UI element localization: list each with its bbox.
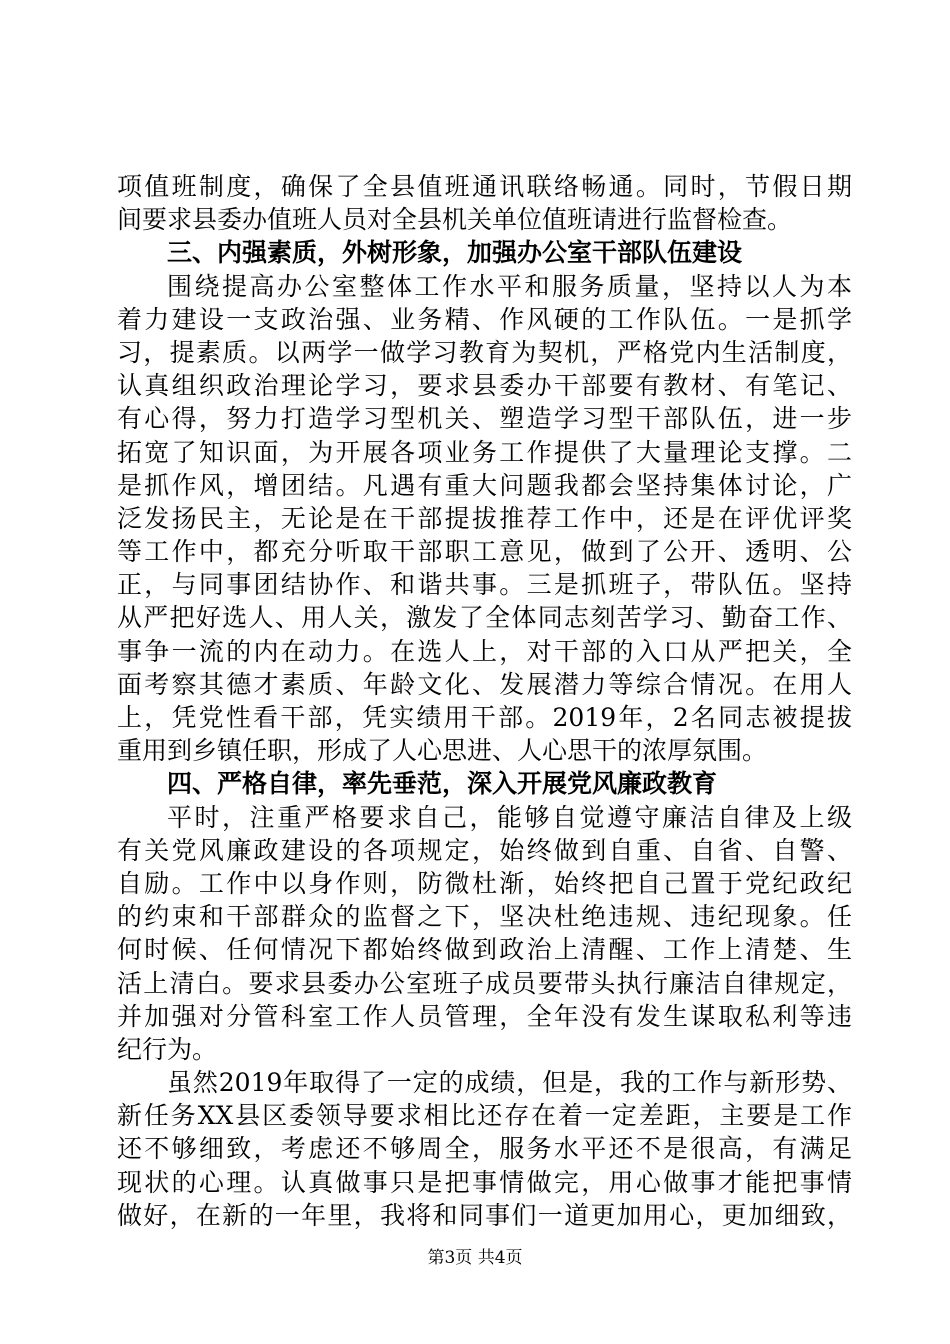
- body-line: 项值班制度，确保了全县值班通讯联络畅通。同时，节假日期: [117, 172, 852, 201]
- page-number-footer: 第3页 共4页: [427, 1248, 523, 1268]
- body-line: 围绕提高办公室整体工作水平和服务质量，坚持以人为本: [167, 271, 852, 301]
- body-line: 着力建设一支政治强、业务精、作风硬的工作队伍。一是抓学: [117, 304, 852, 334]
- body-line: 虽然2019年取得了一定的成绩，但是，我的工作与新形势、: [167, 1068, 852, 1098]
- body-line: 还不够细致，考虑还不够周全，服务水平还不是很高，有满足: [117, 1134, 852, 1164]
- body-line: 何时候、任何情况下都始终做到政治上清醒、工作上清楚、生: [117, 935, 852, 965]
- body-line: 事争一流的内在动力。在选人上，对干部的入口从严把关，全: [117, 636, 852, 666]
- body-line: 间要求县委办值班人员对全县机关单位值班请进行监督检查。: [117, 205, 793, 235]
- body-line: 并加强对分管科室工作人员管理，全年没有发生谋取私利等违: [117, 1001, 852, 1031]
- body-line: 新任务XX县区委领导要求相比还存在着一定差距，主要是工作: [117, 1101, 852, 1131]
- body-line: 认真组织政治理论学习，要求县委办干部要有教材、有笔记、: [117, 371, 852, 401]
- body-line: 有关党风廉政建设的各项规定，始终做到自重、自省、自警、: [117, 835, 852, 865]
- document-body: [117, 170, 852, 1232]
- body-line: 习，提素质。以两学一做学习教育为契机，严格党内生活制度，: [117, 337, 852, 367]
- body-line: 活上清白。要求县委办公室班子成员要带头执行廉洁自律规定，: [117, 968, 852, 998]
- body-line: 面考察其德才素质、年龄文化、发展潜力等综合情况。在用人: [117, 669, 852, 699]
- body-line: 泛发扬民主，无论是在干部提拔推荐工作中，还是在评优评奖: [117, 503, 852, 533]
- body-line: 平时，注重严格要求自己，能够自觉遵守廉洁自律及上级: [167, 802, 852, 832]
- body-line: 正，与同事团结协作、和谐共事。三是抓班子，带队伍。坚持: [117, 570, 852, 600]
- section-heading: 四、严格自律，率先垂范，深入开展党风廉政教育: [167, 769, 718, 799]
- body-line: 重用到乡镇任职，形成了人心思进、人心思干的浓厚氛围。: [117, 736, 768, 766]
- body-line: 的约束和干部群众的监督之下，坚决杜绝违规、违纪现象。任: [117, 902, 852, 932]
- body-line: 上，凭党性看干部，凭实绩用干部。2019年，2名同志被提拔: [117, 703, 852, 732]
- body-line: 自励。工作中以身作则，防微杜渐，始终把自己置于党纪政纪: [117, 868, 852, 898]
- body-line: 是抓作风，增团结。凡遇有重大问题我都会坚持集体讨论，广: [117, 470, 852, 500]
- body-line: 等工作中，都充分听取干部职工意见，做到了公开、透明、公: [117, 537, 852, 567]
- body-line: 有心得，努力打造学习型机关、塑造学习型干部队伍，进一步: [117, 404, 852, 434]
- section-heading: 三、内强素质，外树形象，加强办公室干部队伍建设: [167, 238, 743, 268]
- body-line: 现状的心理。认真做事只是把事情做完，用心做事才能把事情: [117, 1167, 852, 1197]
- body-line: 纪行为。: [117, 1034, 218, 1064]
- body-line: 从严把好选人、用人关，激发了全体同志刻苦学习、勤奋工作、: [117, 603, 852, 633]
- body-line: 拓宽了知识面，为开展各项业务工作提供了大量理论支撑。二: [117, 437, 852, 467]
- body-line: 做好，在新的一年里，我将和同事们一道更加用心，更加细致，: [117, 1200, 852, 1230]
